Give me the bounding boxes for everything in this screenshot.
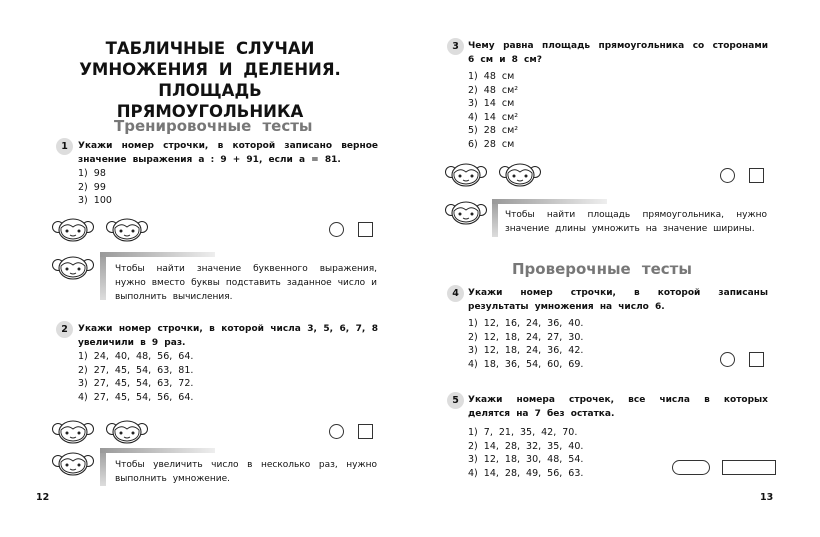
answer-square[interactable] xyxy=(358,424,373,439)
answer-options: 1) 98 2) 99 3) 100 xyxy=(78,168,112,206)
monkey-icon xyxy=(52,452,96,478)
task-number: 5 xyxy=(447,392,464,409)
answer-square[interactable] xyxy=(358,222,373,237)
monkey-icon xyxy=(52,420,96,446)
task-number: 4 xyxy=(447,285,464,302)
answer-square[interactable] xyxy=(749,168,764,183)
answer-circle[interactable] xyxy=(329,424,344,439)
answer-options: 1) 7, 21, 35, 42, 70. 2) 14, 28, 32, 35, 40. 3) 12, 18, 30, 48, 54. 4) 14, 28, 49, 56, 63. xyxy=(468,427,584,479)
answer-circle[interactable] xyxy=(720,352,735,367)
hint-text: Чтобы увеличить число в несколько раз, нужно выполнить умножение. xyxy=(115,460,377,484)
monkey-icon xyxy=(52,256,96,282)
answer-oval[interactable] xyxy=(672,460,710,475)
task-question: Укажи номера строчек, все числа в которых делятся на 7 без остатка. xyxy=(468,395,768,419)
monkey-icon xyxy=(445,201,489,227)
answer-options: 1) 24, 40, 48, 56, 64. 2) 27, 45, 54, 63, 81. 3) 27, 45, 54, 63, 72. 4) 27, 45, 54, 56, 64. xyxy=(78,351,194,403)
monkey-icon xyxy=(52,218,96,244)
monkey-icon xyxy=(499,163,543,189)
section-heading-training: Тренировочные тесты xyxy=(114,117,313,135)
monkey-icon xyxy=(445,163,489,189)
hint-bar xyxy=(100,252,215,257)
task-question: Укажи номер строчки, в которой числа 3, 5, 6, 7, 8 увеличили в 9 раз. xyxy=(78,324,378,348)
section-heading-check: Проверочные тесты xyxy=(512,260,692,278)
monkey-icon xyxy=(106,218,150,244)
answer-circle[interactable] xyxy=(329,222,344,237)
hint-bar xyxy=(492,199,498,237)
answer-square[interactable] xyxy=(749,352,764,367)
hint-bar xyxy=(100,448,106,486)
task-number: 2 xyxy=(56,321,73,338)
page-title: ТАБЛИЧНЫЕ СЛУЧАИ УМНОЖЕНИЯ И ДЕЛЕНИЯ. ПЛОЩАДЬ ПРЯМОУГОЛЬНИКА xyxy=(79,39,341,121)
answer-circle[interactable] xyxy=(720,168,735,183)
hint-text: Чтобы найти значение буквенного выражения, нужно вместо буквы подставить заданное число и выполнить вычисления. xyxy=(115,264,377,302)
task-question: Укажи номер строчки, в которой записано верное значение выражения а : 9 + 91, если а = 81. xyxy=(78,141,378,165)
hint-bar xyxy=(100,252,106,300)
page-number: 12 xyxy=(36,492,50,503)
task-number: 1 xyxy=(56,138,73,155)
hint-bar xyxy=(492,199,607,204)
hint-bar xyxy=(100,448,215,453)
answer-options: 1) 12, 16, 24, 36, 40. 2) 12, 18, 24, 27, 30. 3) 12, 18, 24, 36, 42. 4) 18, 36, 54, 60, 69. xyxy=(468,318,584,370)
task-question: Чему равна площадь прямоугольника со сторонами 6 см и 8 см? xyxy=(468,41,768,65)
page-number: 13 xyxy=(760,492,774,503)
answer-options: 1) 48 см 2) 48 см² 3) 14 см 4) 14 см² 5) 28 см² 6) 28 см xyxy=(468,71,519,150)
answer-rectangle[interactable] xyxy=(722,460,776,475)
task-number: 3 xyxy=(447,38,464,55)
monkey-icon xyxy=(106,420,150,446)
hint-text: Чтобы найти площадь прямоугольника, нужно значение длины умножить на значение ширины. xyxy=(505,210,767,234)
task-question: Укажи номер строчки, в которой записаны результаты умножения на число 6. xyxy=(468,288,768,312)
